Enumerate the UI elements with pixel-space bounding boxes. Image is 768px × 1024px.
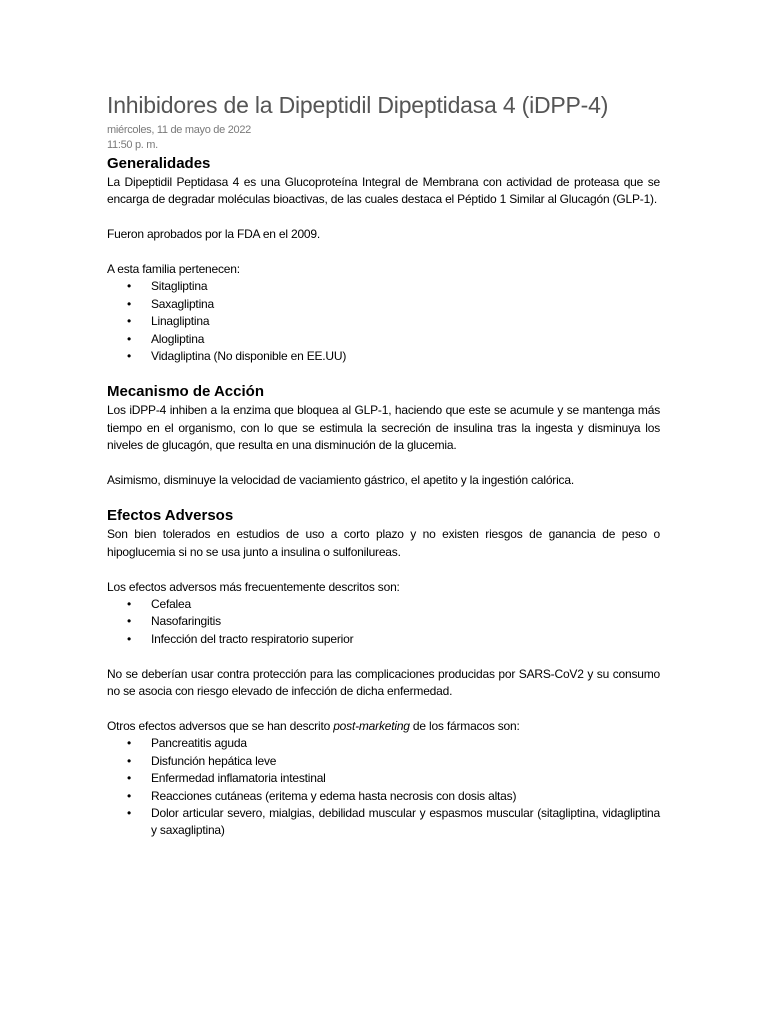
bullet-icon: • [127,279,132,294]
section-heading-mecanismo: Mecanismo de Acción [107,383,264,401]
drug-list [107,278,660,365]
list-item [127,331,660,348]
paragraph: Los iDPP-4 inhiben a la enzima que bloquea al GLP-1, haciendo que este se acumule y se mantenga más tiempo en el organismo, con lo que se estimula la secreción de insulina tras la ingesta y disminuya los niveles de glucagón, que resulta en una disminución de la glucemia. [107,403,660,453]
time-label: 11:50 p. m. [107,139,158,151]
list-item-text: Sitagliptina [151,279,208,294]
bullet-icon: • [127,805,132,820]
list-item-text: Enfermedad inflamatoria intestinal [151,771,326,786]
list-item-text: Vidagliptina (No disponible en EE.UU) [151,349,347,364]
bullet-icon: • [127,788,132,803]
paragraph: No se deberían usar contra protección para las complicaciones producidas por SARS-CoV2 y su consumo no se asocia con riesgo elevado de infección de dicha enfermedad. [107,666,660,699]
list-item [127,348,660,365]
paragraph: A esta familia pertenecen: [107,262,240,276]
paragraph: Son bien tolerados en estudios de uso a corto plazo y no existen riesgos de ganancia de peso o hipoglucemia si no se usa junto a insulina o sulfonilureas. [107,527,660,559]
spacer [107,561,660,578]
paragraph: Asimismo, disminuye la velocidad de vaciamiento gástrico, el apetito y la ingestión calórica. [107,473,574,488]
list-item-text: Pancreatitis aguda [151,736,247,751]
spacer [107,209,660,226]
list-item-text: Alogliptina [151,331,205,346]
paragraph-text: de los fármacos son: [409,718,520,733]
list-item [127,313,660,330]
list-item [127,735,660,752]
spacer [107,455,660,472]
bullet-icon: • [127,349,132,364]
list-item-text: Saxagliptina [151,296,214,311]
list-item [127,631,660,648]
postmarketing-effects-list [107,735,660,839]
emphasis-text: post-marketing [333,718,410,733]
list-item [127,788,660,805]
list-item-text: Nasofaringitis [151,614,221,629]
list-item [127,805,660,840]
list-item-text: Linagliptina [151,314,210,329]
bullet-icon: • [127,631,132,646]
adverse-effects-list [107,596,660,648]
paragraph [107,718,660,735]
list-item [127,613,660,630]
paragraph: Fueron aprobados por la FDA en el 2009. [107,227,321,242]
spacer [107,700,660,717]
spacer [107,489,660,506]
bullet-icon: • [127,597,132,612]
paragraph-text: Otros efectos adversos que se han descrito [107,718,334,733]
list-item [127,278,660,295]
list-item [127,753,660,770]
list-item-text: Reacciones cutáneas (eritema y edema hasta necrosis con dosis altas) [151,788,517,803]
bullet-icon: • [127,314,132,329]
bullet-icon: • [127,736,132,751]
date-label: miércoles, 11 de mayo de 2022 [107,124,251,136]
spacer [107,365,660,382]
spacer [107,244,660,261]
paragraph: Los efectos adversos más frecuentemente descritos son: [107,579,400,594]
page-title: Inhibidores de la Dipeptidil Dipeptidasa 4 (iDPP-4) [107,92,609,118]
list-item [127,296,660,313]
list-item-text: Infección del tracto respiratorio superior [151,631,354,646]
list-item-text: Cefalea [151,597,191,612]
bullet-icon: • [127,614,132,629]
list-item-text: Disfunción hepática leve [151,753,277,768]
bullet-icon: • [127,771,132,786]
bullet-icon: • [127,753,132,768]
note-content [107,154,660,840]
bullet-icon: • [127,331,132,346]
spacer [107,648,660,665]
section-heading-generalidades: Generalidades [107,155,211,172]
bullet-icon: • [127,296,132,311]
list-item [127,596,660,613]
section-heading-efectos: Efectos Adversos [107,507,234,525]
paragraph: La Dipeptidil Peptidasa 4 es una Glucoproteína Integral de Membrana con actividad de proteasa que se encarga de degradar moléculas bioactivas, de las cuales destaca el Péptido 1 Similar al Glucagón (GLP-1). [107,175,660,207]
list-item-text: Dolor articular severo, mialgias, debilidad muscular y espasmos muscular (sitagliptina, vidagliptina y saxagliptina) [151,805,660,838]
list-item [127,770,660,787]
